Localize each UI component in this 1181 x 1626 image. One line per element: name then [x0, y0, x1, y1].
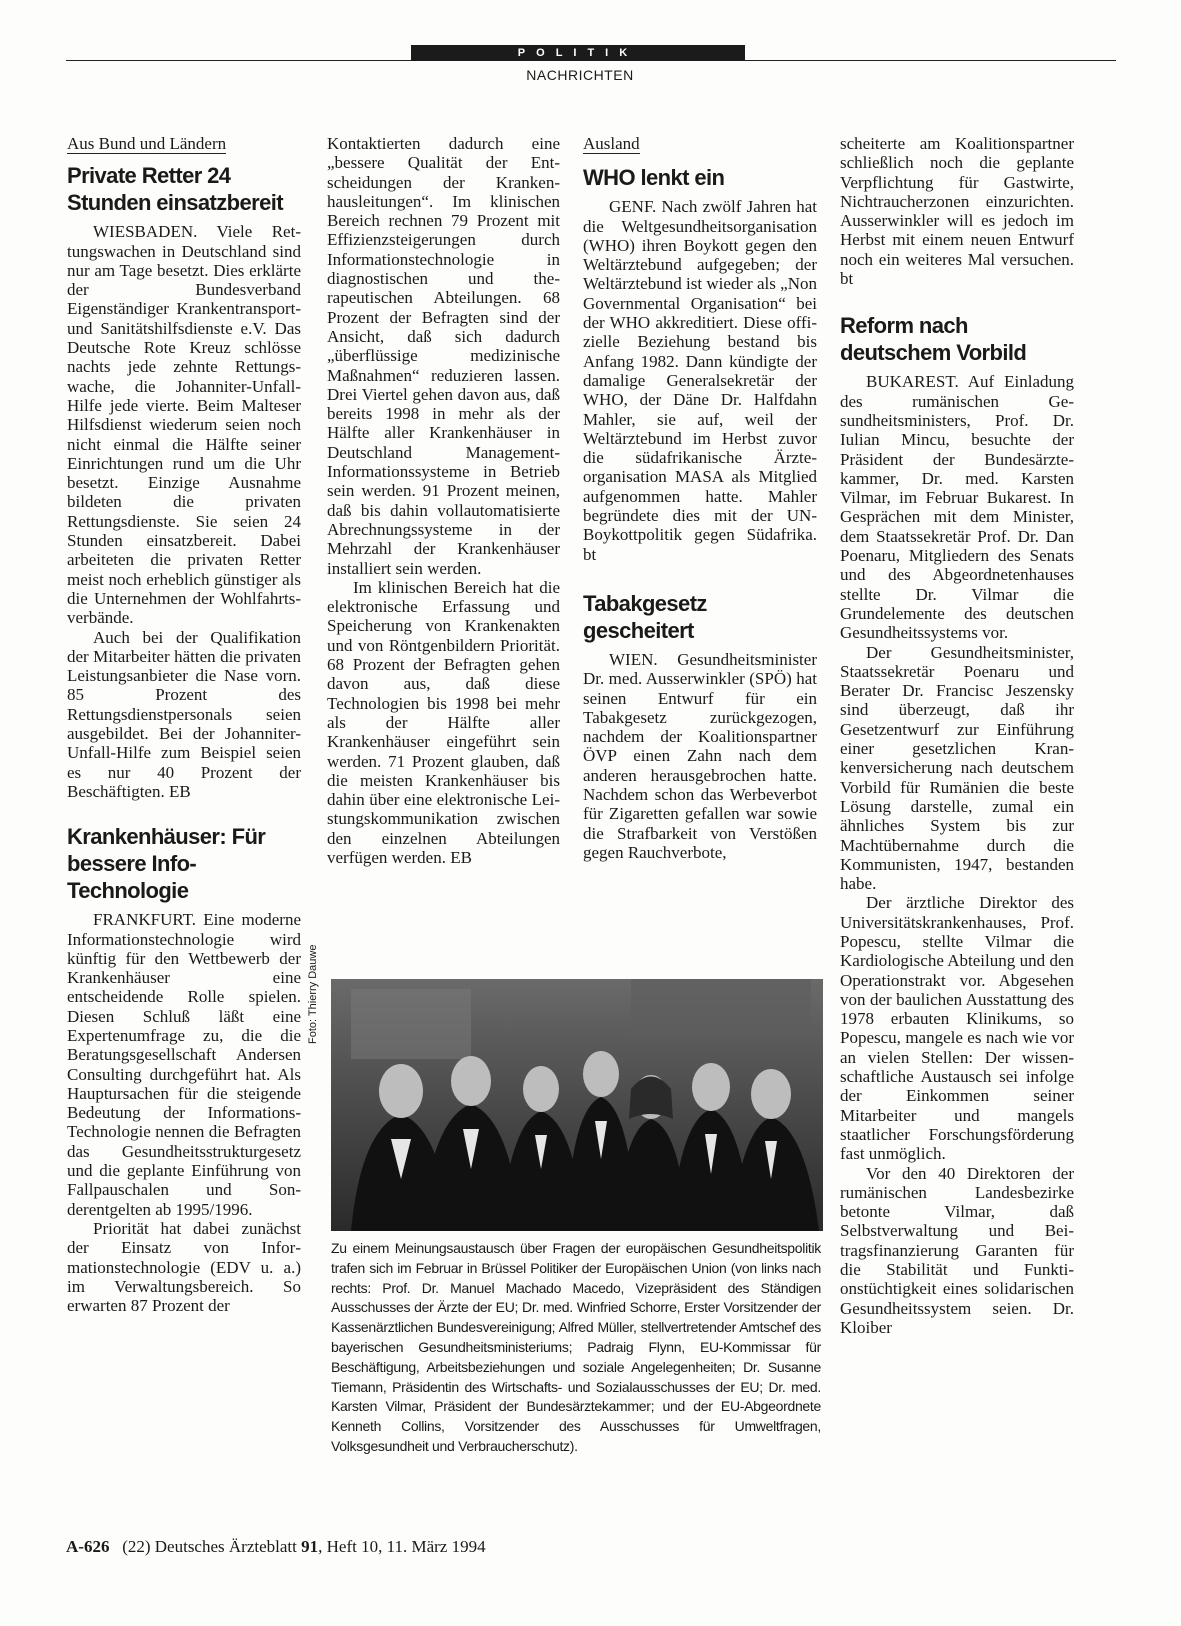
volume-number: 91 — [301, 1537, 319, 1556]
article-paragraph: BUKAREST. Auf Einladung des rumänischen Gesundheitsministers, Prof. Dr. Iulian Mincu, besuchte der Präsident der Bundesärztekammer, Dr. med. Karsten Vilmar, im Februar Bukarest. In Gesprächen mit dem Minister, dem Staatssekretär Prof. Dr. Dan Poenaru, Mitgliedern des Senats und des Abgeordnetenhauses stellte Dr. Vilmar die Grundelemente des deutschen Gesundheitssystems vor. — [840, 372, 1074, 643]
article-paragraph: Vor den 40 Direktoren der rumänischen Landesbezirke betonte Vilmar, daß Selbstverwaltung und Beitragsfinanzierung Garanten für die Stabilität und Funktionstüchtigkeit eines solidarischen Gesundheitssystem seien. Dr. Kloiber — [840, 1163, 1074, 1337]
article-paragraph: FRANKFURT. Eine moderne Informationstechnologie wird künftig für den Wettbewerb der Krankenhäuser eine entscheidende Rolle spielen. Diesen Schluß läßt eine Expertenumfrage zu, die die Beratungsgesellschaft Andersen Consulting durchgeführt hat. Als Hauptursachen für die steigende Bedeutung der Informations-Technologie nennen die Befragten das Gesundheitsstrukturgesetz und die geplante Einführung von Fallpauschalen und Sonderentgelten ab 1995/1996. — [67, 910, 301, 1219]
article-paragraph: WIESBADEN. Viele Rettungswachen in Deutschland sind nur am Tage besetzt. Dies erklärte der Bundesverband Eigenständiger Krankentransport- und Sanitätshilfsdienste e.V. Das Deutsche Rote Kreuz schlösse nachts jede zehnte Rettungswache, die Johanniter-Unfall-Hilfe jede vierte. Beim Malteser Hilfsdienst wiederum seien noch nicht einmal die Hälfte seiner Einrichtungen rund um die Uhr besetzt. Einzige Ausnahme bildeten die privaten Rettungsdienste. Sie seien 24 Stunden einsatzbereit. Dabei arbeiteten die privaten Retter meist noch erheblich günstiger als die Unternehmen der Wohlfahrtsverbände. — [67, 222, 301, 628]
column-3 — [583, 134, 817, 862]
article-paragraph: Der ärztliche Direktor des Universitätskrankenhauses, Prof. Popescu, stellte Vilmar die Kardiologische Abteilung und den Operationstrakt vor. Abgesehen von der baulichen Ausstattung des 1978 erbauten Klinikums, so Popescu, mangele es nach wie vor an vielen Stellen: Der wissenschaftliche Austausch sei infolge der Einkommen seiner Mitarbeiter und mangels staatlicher Forschungsförderung fast unmöglich. — [840, 893, 1074, 1164]
issue-date: , Heft 10, 11. März 1994 — [318, 1537, 486, 1556]
article-paragraph: Der Gesundheitsminister, Staatssekretär Poenaru und Berater Dr. Francisc Jeszensky sind überzeugt, daß ihr Gesetzentwurf zur Einführung einer gesetzlichen Krankenversicherung nach deutschem Vorbild für Rumänien die beste Lösung darstelle, zumal ein ähnliches System bis zur Machtübernahme durch die Kommunisten, 1947, bestanden habe. — [840, 642, 1074, 894]
headline-tabakgesetz: Tabakgesetz gescheitert — [583, 590, 707, 643]
headline-who: WHO lenkt ein — [583, 165, 725, 191]
article-paragraph: WIEN. Gesundheitsminister Dr. med. Ausserwinkler (SPÖ) hat seinen Entwurf für ein Tabakgesetz zurückgezogen, nachdem der Koalitionspartner ÖVP einen Zahn nach dem anderen herausgebrochen hatte. Nachdem schon das Werbeverbot für Zigaretten gefallen war sowie die Strafbarkeit von Verstößen gegen Rauchverbote, — [583, 649, 817, 862]
group-photo-image — [331, 979, 823, 1231]
photo-caption: Zu einem Meinungsaustausch über Fragen der europäischen Gesundheitspolitik trafen sich im Februar in Brüssel Politiker der Europäischen Union (von links nach rechts: Prof. Dr. Manuel Machado Macedo, Vizepräsident des Ständigen Ausschusses der Ärzte der EU; Dr. med. Winfried Schorre, Erster Vorsitzender der Kassenärztlichen Bundesvereinigung; Alfred Müller, stellvertretender Amtschef des bayerischen Gesundheitsministeriums; Padraig Flynn, EU-Kommissar für Beschäftigung, Arbeitsbeziehungen und soziale Angelegenheiten; Dr. Susanne Tiemann, Präsidentin des Wirtschafts- und Sozialausschusses der EU; Dr. med. Karsten Vilmar, Präsident der Bundesärztekammer; und der EU-Abgeordnete Kenneth Collins, Vorsitzender des Ausschusses für Umweltfragen, Volksgesundheit und Verbraucherschutz). — [331, 1240, 821, 1454]
page-footer — [66, 1537, 486, 1557]
article-paragraph: Kontaktierten dadurch eine „bessere Qualität der Entscheidungen der Krankenhausleitungen“. Im klinischen Bereich rechnen 79 Prozent mit Effizienzsteigerungen durch Informationstechnologie in diagnostischen und therapeutischen Abteilungen. 68 Prozent der Befragten sind der Ansicht, daß sich dadurch „überflüssige medizinische Maßnahmen“ reduzieren lassen. Drei Viertel gehen davon aus, daß bereits 1998 in mehr als der Hälfte aller Krankenhäuser in Deutschland Management-Informationssysteme in Betrieb sein werden. 91 Prozent meinen, daß bis dahin vollautomatisierte Abrechnungssysteme in der Mehrzahl der Krankenhäuser installiert sein werden. — [327, 134, 560, 578]
article-paragraph: GENF. Nach zwölf Jahren hat die Weltgesundheitsorganisation (WHO) ihren Boykott gegen den Weltärztebund aufgegeben; der Weltärztebund ist wieder als „Non Governmental Organisation“ bei der WHO akkreditiert. Diese offizielle Beziehung bestand bis Anfang 1982. Dann kündigte der damalige Generalsekretär der WHO, der Däne Dr. Halfdahn Mahler, sie auf, weil der Weltärztebund im Herbst zuvor die südafrikanische Ärzteorganisation MASA als Mitglied aufgenommen hatte. Mahler begründete dies mit der UN-Boykottpolitik gegen Südafrika. bt — [583, 197, 817, 564]
column-1 — [67, 134, 301, 1315]
article-paragraph: Im klinischen Bereich hat die elektronische Erfassung und Speicherung von Krankenakten und von Röntgenbildern Priorität. 68 Prozent der Befragten gehen davon aus, daß diese Technologien bis 1998 bei mehr als der Hälfte aller Krankenhäuser eingeführt sein werden. 71 Prozent glauben, daß die meisten Krankenhäuser bis dahin über eine elektronische Leistungskommunikation zwischen den einzelnen Abteilungen verfügen werden. EB — [327, 577, 560, 867]
headline-krankenhaeuser: Krankenhäuser: Für bessere Info-Technologie — [67, 824, 266, 904]
headline-reform: Reform nach deutschem Vorbild — [840, 313, 1027, 366]
headline-private-retter: Private Retter 24 Stunden einsatzbereit — [67, 163, 283, 216]
kicker-bund-laender: Aus Bund und Ländern — [67, 134, 227, 153]
column-4 — [840, 134, 1074, 1337]
article-paragraph: Priorität hat dabei zunächst der Einsatz von Informationstechnologie (EDV u. a.) im Verwaltungsbereich. So erwarten 87 Prozent der — [67, 1218, 301, 1316]
group-photo — [331, 979, 823, 1231]
section-label: POLITIK — [411, 45, 745, 61]
subsection-label: NACHRICHTEN — [526, 67, 634, 83]
photo-credit: Foto: Thierry Dauwe — [307, 945, 319, 1045]
journal-name: (22) Deutsches Ärzteblatt — [122, 1537, 297, 1556]
article-paragraph: scheiterte am Koalitionspartner schließlich noch die geplante Verpflichtung für Gastwirte, Nichtraucherzonen einzurichten. Ausserwinkler will es jedoch im Herbst mit einem neuen Entwurf noch ein weiteres Mal versuchen. bt — [840, 134, 1074, 289]
page-number: A-626 — [66, 1537, 110, 1556]
column-2 — [327, 134, 560, 867]
kicker-ausland: Ausland — [583, 134, 640, 153]
article-paragraph: Auch bei der Qualifikation der Mitarbeiter hätten die privaten Leistungsanbieter die Nase vorn. 85 Prozent des Rettungsdienstpersonals seien ausgebildet. Bei der Johanniter-Unfall-Hilfe zum Beispiel seien es nur 40 Prozent der Beschäftigten. EB — [67, 627, 301, 801]
